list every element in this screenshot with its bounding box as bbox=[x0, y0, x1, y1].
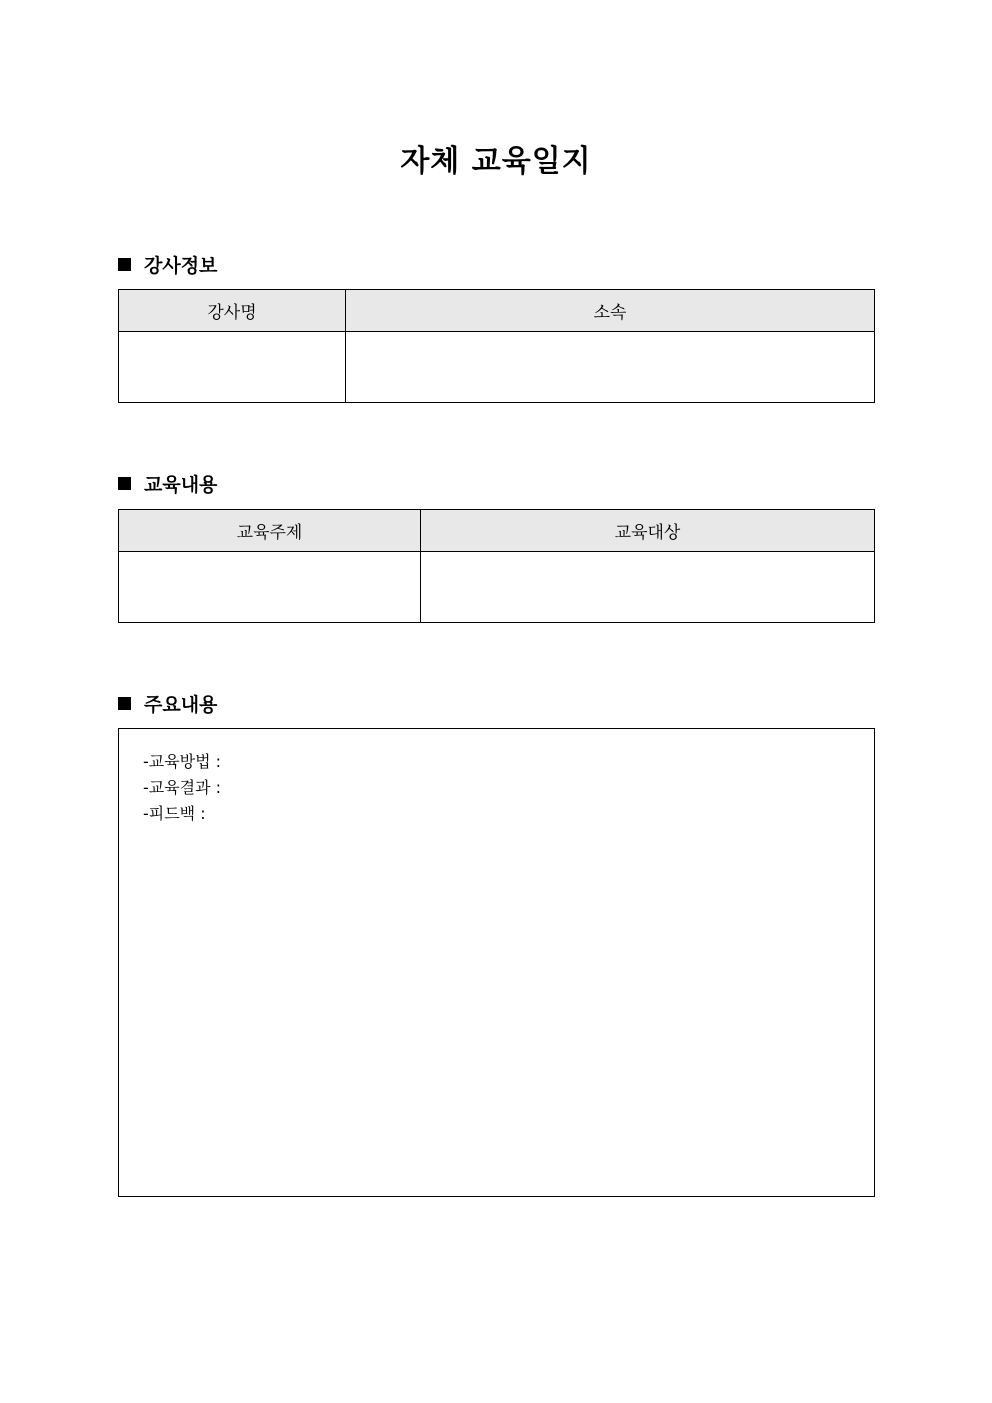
affiliation-cell[interactable] bbox=[346, 332, 874, 402]
section-heading-label: 주요내용 bbox=[144, 693, 218, 716]
document-title: 자체 교육일지 bbox=[400, 144, 592, 179]
section-heading-label: 강사정보 bbox=[144, 254, 218, 277]
header-education-topic: 교육주제 bbox=[119, 510, 421, 552]
section-heading-education bbox=[118, 469, 217, 497]
content-line-result: -교육결과 : bbox=[143, 778, 222, 797]
black-square-icon bbox=[118, 258, 131, 271]
content-line-method: -교육방법 : bbox=[143, 752, 222, 771]
instructor-table bbox=[118, 289, 875, 403]
header-education-target: 교육대상 bbox=[421, 510, 874, 552]
education-topic-cell[interactable] bbox=[119, 552, 421, 622]
content-line-feedback: -피드백 : bbox=[143, 804, 206, 823]
black-square-icon bbox=[118, 477, 131, 490]
black-square-icon bbox=[118, 697, 131, 710]
section-heading-label: 교육내용 bbox=[144, 473, 218, 496]
section-heading-instructor bbox=[118, 250, 217, 278]
header-affiliation: 소속 bbox=[346, 290, 874, 332]
main-content-box[interactable] bbox=[118, 728, 875, 1197]
education-target-cell[interactable] bbox=[421, 552, 874, 622]
education-table bbox=[118, 509, 875, 623]
instructor-name-cell[interactable] bbox=[119, 332, 346, 402]
header-instructor-name: 강사명 bbox=[119, 290, 346, 332]
section-heading-main-content bbox=[118, 689, 217, 717]
